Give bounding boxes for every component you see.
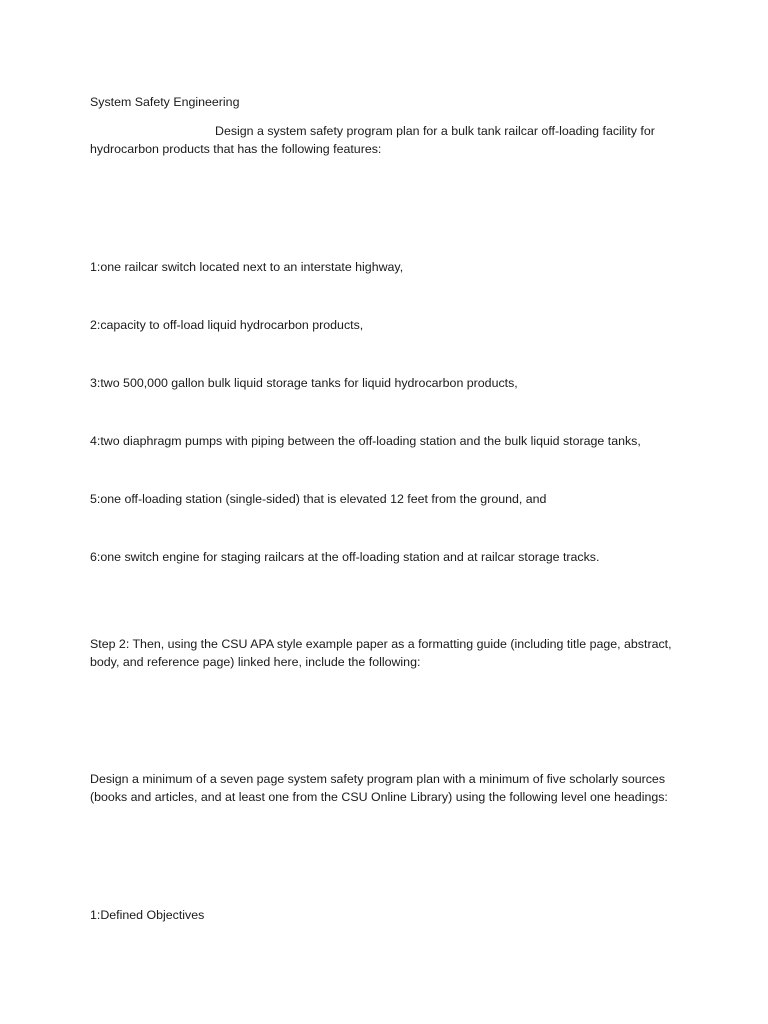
feature-item-5: 5:one off-loading station (single-sided) that is elevated 12 feet from the ground, and: [90, 492, 547, 506]
intro-paragraph: [90, 122, 686, 158]
document-title: System Safety Engineering: [90, 95, 240, 109]
feature-item-4: 4:two diaphragm pumps with piping between the off-loading station and the bulk liquid storage tanks,: [90, 434, 641, 448]
feature-item-3: 3:two 500,000 gallon bulk liquid storage tanks for liquid hydrocarbon products,: [90, 376, 518, 390]
heading-item-1: 1:Defined Objectives: [90, 908, 205, 922]
design-paragraph: Design a minimum of a seven page system safety program plan with a minimum of five scholarly sources (books and articles, and at least one from the CSU Online Library) using the following level one headings:: [90, 772, 668, 804]
step2-paragraph: Step 2: Then, using the CSU APA style example paper as a formatting guide (including title page, abstract, body, and reference page) linked here, include the following:: [90, 637, 672, 669]
feature-item-1: 1:one railcar switch located next to an interstate highway,: [90, 260, 404, 274]
feature-item-2: 2:capacity to off-load liquid hydrocarbon products,: [90, 318, 364, 332]
intro-text: Design a system safety program plan for a bulk tank railcar off-loading facility for hydrocarbon products that has the following features:: [90, 124, 655, 156]
feature-item-6: 6:one switch engine for staging railcars at the off-loading station and at railcar storage tracks.: [90, 550, 600, 564]
